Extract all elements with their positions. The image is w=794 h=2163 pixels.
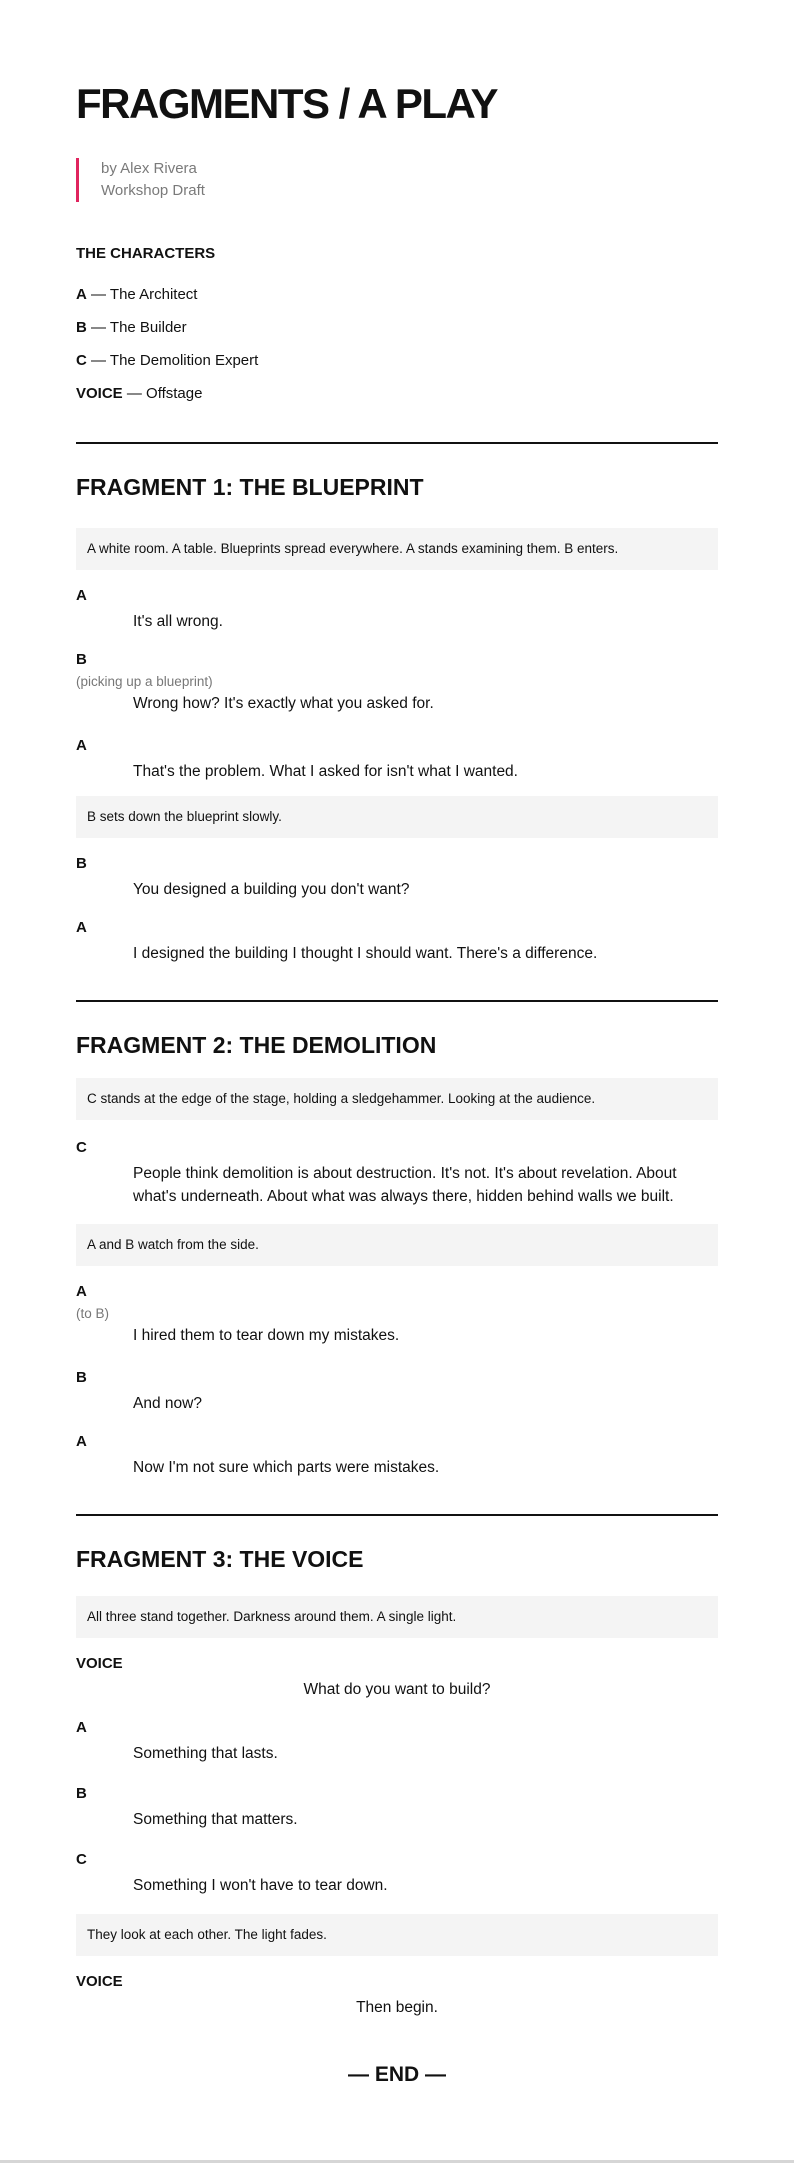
speaker-name: A xyxy=(76,1283,87,1300)
dialogue-block xyxy=(76,1282,718,1347)
characters-heading: THE CHARACTERS xyxy=(76,245,216,262)
speaker-name: C xyxy=(76,1851,87,1868)
author-line: by Alex Rivera xyxy=(101,160,197,177)
fragment-2 xyxy=(76,1000,718,1512)
dialogue-line: I hired them to tear down my mistakes. xyxy=(133,1327,400,1344)
speaker-name: B xyxy=(76,651,87,668)
speaker-name: A xyxy=(76,919,87,936)
character-description: — The Architect xyxy=(91,286,198,303)
stage-direction: All three stand together. Darkness around them. A single light. xyxy=(76,1596,718,1638)
speaker-name: B xyxy=(76,1785,87,1802)
dialogue-line: Something that lasts. xyxy=(133,1745,278,1762)
dialogue-block xyxy=(76,1850,718,1897)
dialogue-block xyxy=(76,1784,718,1831)
fragment-3 xyxy=(76,1514,718,2036)
dialogue-line: It's all wrong. xyxy=(133,613,223,630)
character-name: C xyxy=(76,352,87,369)
draft-line: Workshop Draft xyxy=(101,182,205,199)
speaker-name: C xyxy=(76,1139,87,1156)
dialogue-block xyxy=(76,1654,718,1701)
dialogue-block xyxy=(76,586,718,633)
dialogue-block xyxy=(76,1718,718,1765)
dialogue-line: What do you want to build? xyxy=(303,1681,491,1698)
stage-direction: They look at each other. The light fades. xyxy=(76,1914,718,1956)
character-name: VOICE xyxy=(76,385,123,402)
character-description: — The Builder xyxy=(91,319,187,336)
speaker-name: B xyxy=(76,855,87,872)
fragment-title: FRAGMENT 3: THE VOICE xyxy=(76,1546,364,1572)
fragment-title: FRAGMENT 2: THE DEMOLITION xyxy=(76,1032,437,1058)
dialogue-line: Now I'm not sure which parts were mistakes. xyxy=(133,1459,440,1476)
character-description: — The Demolition Expert xyxy=(91,352,259,369)
speaker-name: A xyxy=(76,737,87,754)
dialogue-block xyxy=(76,854,718,901)
dialogue-line: Something I won't have to tear down. xyxy=(133,1877,388,1894)
stage-direction: C stands at the edge of the stage, holding a sledgehammer. Looking at the audience. xyxy=(76,1078,718,1120)
dialogue-block xyxy=(76,1972,718,2019)
character-description: — Offstage xyxy=(126,385,203,402)
fragment-title: FRAGMENT 1: THE BLUEPRINT xyxy=(76,474,424,500)
speaker-name: A xyxy=(76,1433,87,1450)
character-name: B xyxy=(76,319,87,336)
dialogue-block xyxy=(76,918,718,965)
character-entry xyxy=(76,383,258,416)
dialogue-line: You designed a building you don't want? xyxy=(133,881,410,898)
parenthetical: (to B) xyxy=(76,1306,110,1321)
dialogue-line: That's the problem. What I asked for isn't what I wanted. xyxy=(133,763,518,780)
dialogue-line: Then begin. xyxy=(356,1999,438,2016)
speaker-name: A xyxy=(76,587,87,604)
speaker-name: VOICE xyxy=(76,1973,123,1990)
speaker-name: VOICE xyxy=(76,1655,123,1672)
fragment-1 xyxy=(76,442,718,994)
dialogue-block xyxy=(76,1368,718,1415)
dialogue-block xyxy=(76,1138,718,1208)
character-list xyxy=(76,284,258,416)
stage-direction: B sets down the blueprint slowly. xyxy=(76,796,718,838)
speaker-name: B xyxy=(76,1369,87,1386)
end-marker: — END — xyxy=(347,2063,446,2086)
character-entry xyxy=(76,317,258,350)
parenthetical: (picking up a blueprint) xyxy=(76,674,213,689)
dialogue-line: And now? xyxy=(133,1395,202,1412)
dialogue-block xyxy=(76,650,718,715)
dialogue-block xyxy=(76,1432,718,1479)
stage-direction: A and B watch from the side. xyxy=(76,1224,718,1266)
character-entry xyxy=(76,284,258,317)
dialogue-block xyxy=(76,736,718,783)
dialogue-line: I designed the building I thought I should want. There's a difference. xyxy=(133,945,598,962)
character-entry xyxy=(76,350,258,383)
play-title: FRAGMENTS / A PLAY xyxy=(76,80,498,127)
byline-block xyxy=(76,158,205,202)
stage-direction: A white room. A table. Blueprints spread everywhere. A stands examining them. B enters. xyxy=(76,528,718,570)
dialogue-line: People think demolition is about destruction. It's not. It's about revelation. About what's underneath. About what was always there, hidden behind walls we built. xyxy=(133,1165,677,1205)
character-name: A xyxy=(76,286,87,303)
speaker-name: A xyxy=(76,1719,87,1736)
dialogue-line: Something that matters. xyxy=(133,1811,298,1828)
dialogue-line: Wrong how? It's exactly what you asked for. xyxy=(133,695,434,712)
